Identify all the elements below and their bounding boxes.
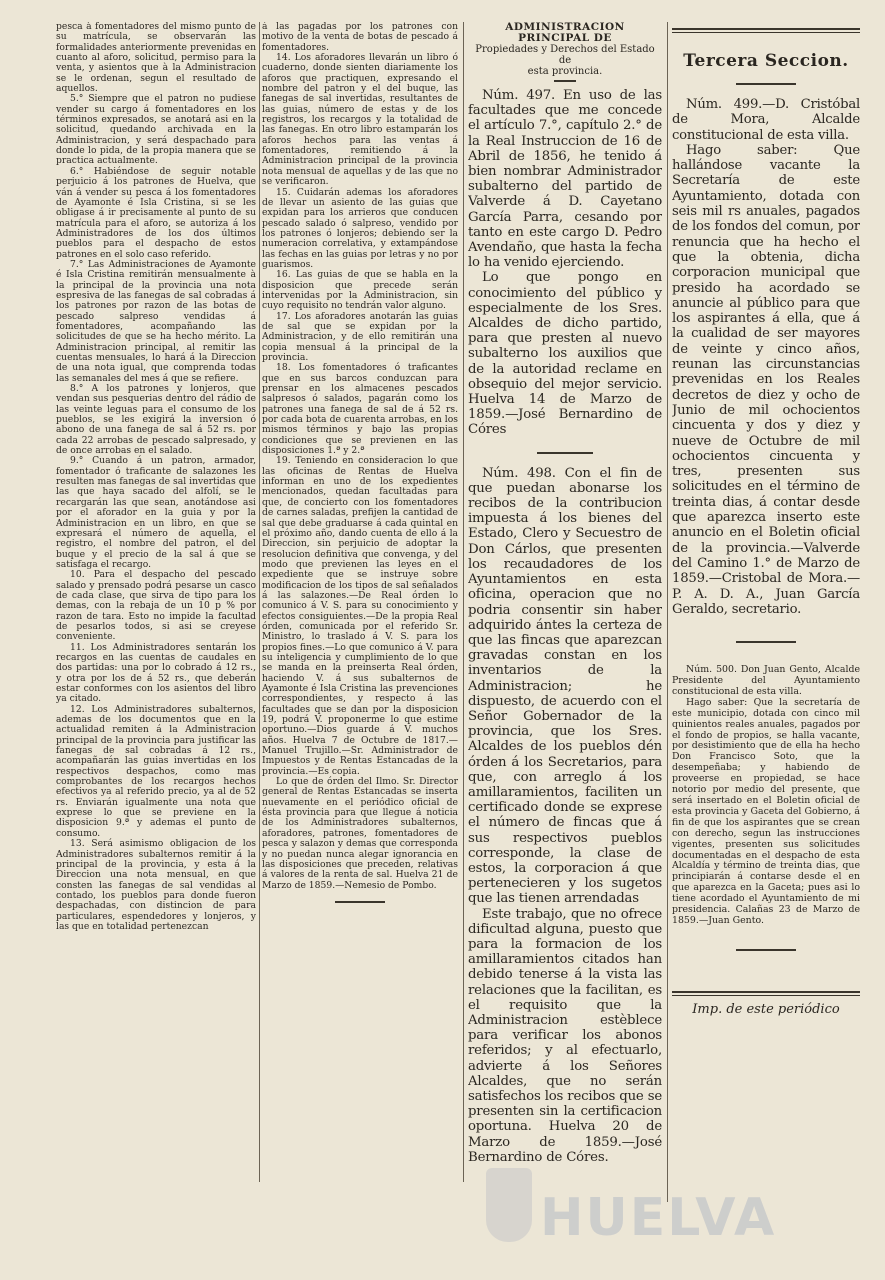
paragraph: Núm. 498. Con el fin de que puedan abonarse los recibos de la contribucion impuesta á los bienes del Estado, Clero y Secuestro de Don Cárlos, que presenten los recaudadores de los Ayuntamientos en esta oficina, operacion que no podria consentir sin haber adquirido ántes la certeza de que las fincas que aparezcan gravadas constan en los inventarios de la Administracion; he dispuesto, de acuerdo con el Señor Gobernador de la provincia, que los Sres. Alcaldes de los pueblos dén órden á los Secretarios, para que, con arreglo á los amillaramientos, faciliten un certificado donde se exprese el número de fincas que á sus respectivos pueblos corresponde, la clase de estos, la corporacion á que pertenecieren y los sugetos que las tienen arrendadas (468, 465, 662, 907)
notice-497 (468, 88, 662, 438)
printer-imprint: Imp. de este periódico (692, 1001, 840, 1017)
paragraph: á las pagadas por los patrones con motivo de la venta de botas de pescado á fomentadores. (262, 22, 458, 53)
column-4 (672, 22, 860, 1222)
paragraph: 17. Los aforadores anotarán las guias de sal que se expidan por la Administracion, y de ello remitirán una copia mensual á la principal de la provincia. (262, 310, 458, 363)
section-title: Tercera Seccion. (683, 51, 849, 71)
double-rule (672, 28, 860, 33)
paragraph: 19. Teniendo en consideracion lo que las oficinas de Rentas de Huelva informan en uno de los expedientes mencionados, quedan facultadas para que, de concierto con los fomentadores de carnes saladas, prefijen la cantidad de sal que debe graduarse á cada quintal en el próximo año, dando cuenta de ello á la Direccion, sin perjuicio de adoptar la resolucion definitiva que convenga, y del modo que previenen las leyes en el expediente que se instruye sobre modificacion de los tipos de sal señalados á las salazones.—De Real órden lo comunico á V. S. para su conocimiento y efectos consiguientes.—De la propia Real órden, comunicada por el referido Sr. Ministro, lo traslado á V. S. para los propios fines.—Lo que comunico á V. para su inteligencia y cumplimiento de lo que se manda en la preinserta Real órden, haciendo V. á sus subalternos de Ayamonte é Isla Cristina las prevenciones correspondientes, y respecto á las facultades que se dan por la disposicion 19, podrá V. proponerme lo que estime oportuno.—Dios guarde á V. muchos años. Huelva 7 de Octubre de 1817.—Manuel Trujillo.—Sr. Administrador de Impuestos y de Rentas Estancadas de la provincia.—Es copia. (262, 455, 458, 777)
paragraph: 14. Los aforadores llevarán un libro ó cuaderno, donde sienten diariamente los aforos que practiquen, expresando el nombre del patron y el del buque, las fanegas de sal invertidas, resultantes de las guias, número de estas y de los registros, los recargos y la totalidad de las fanegas. En otro libro estamparán los aforos hechos para las ventas á fomentadores, remitiendo á la Administracion principal de la provincia nota mensual de aquellas y de las que no se verificaron. (262, 52, 458, 188)
administration-header (468, 22, 662, 77)
separator-rule (736, 641, 796, 643)
paragraph: Núm. 497. En uso de las facultades que me concede el artículo 7.°, capítulo 2.° de la Real Instruccion de 16 de Abril de 1856, he tenido á bien nombrar Administrador subalterno del partido de Valverde á D. Cayetano García Parra, cesando por tanto en este cargo D. Pedro Avendaño, que hasta la fecha lo ha venido ejerciendo. (468, 88, 662, 271)
separator-rule (736, 83, 796, 85)
separator-rule (335, 901, 385, 903)
separator-rule (736, 949, 796, 951)
header-title: ADMINISTRACION PRINCIPAL DE (505, 22, 625, 44)
separator-rule (537, 452, 593, 454)
paragraph: 8.° A los patrones y lonjeros, que vendan sus pesquerias dentro del rádio de las veinte leguas para el consumo de los pueblos, se les exigirá la inversion ó abono de una fanega de sal á 52 rs. por cada 22 arrobas de pescado salpresado, y de once arrobas en el salado. (56, 383, 256, 457)
paragraph: 13. Será asimismo obligacion de los Administradores subalternos remitir á la principal de la provincia, y esta á la Direccion una nota mensual, en que consten las fanegas de sal vendidas al contado, los pueblos para donde fueron despachadas, con distincion de para particulares, espendedores y lonjeros, y las que en totalidad pertenezcan (56, 838, 256, 932)
paragraph: Núm. 499.—D. Cristóbal de Mora, Alcalde constitucional de esta villa. (672, 97, 860, 143)
column-1 (56, 22, 256, 1212)
paragraph: 11. Los Administradores sentarán los recargos en las cuentas de caudales en dos partidas: una por lo cobrado á 12 rs., y otra por los de á 52 rs., que deberán estar conformes con los asientos del libro ya citado. (56, 641, 256, 705)
paragraph: Núm. 500. Don Juan Gento, Alcalde Presidente del Ayuntamiento constitucional de esta villa. (672, 664, 860, 697)
column-rule (667, 22, 668, 1202)
column-rule (463, 22, 464, 1182)
paragraph: Hago saber: Que hallándose vacante la Secretaría de este Ayuntamiento, dotada con seis mil rs anuales, pagados de los fondos del comun, por renuncia que ha hecho el que la obtenia, dicha corporacion municipal que presido ha acordado se anuncie al público para que los aspirantes á ella, que á la cualidad de ser mayores de veinte y cinco años, reunan las circunstancias prevenidas en los Reales decretos de diez y ocho de Junio de mil ochocientos cincuenta y dos y diez y nueve de Octubre de mil ochocientos cincuenta y tres, presenten sus solicitudes en el término de treinta dias, á contar desde que aparezca inserto este anuncio en el Boletin oficial de la provincia.—Valverde del Camino 1.° de Marzo de 1859.—Cristobal de Mora.—P. A. D. A., Juan García Geraldo, secretario. (672, 142, 860, 617)
paragraph: 18. Los fomentadores ó traficantes que en sus barcos conduzcan para prensar en los almacenes pescados salpresos ó salados, pagarán como los patrones una fanega de sal de á 52 rs. por cada bota de cuarenta arrobas, en los mismos términos y bajo las propias condiciones que se previenen en las disposiciones 1.ª y 2.ª (262, 362, 458, 457)
paragraph: 5.° Siempre que el patron no pudiese vender su cargo á fomentadores en los términos expresados, se anotará asi en la solicitud, quedando archivada en la Administracion, y será despachado para donde lo pida, de la propia manera que se practica actualmente. (56, 93, 256, 167)
paragraph: Lo que pongo en conocimiento del público y especialmente de los Sres. Alcaldes de dicho partido, para que presten al nuevo subalterno los auxilios que de la autoridad reclame en obsequio del mejor servicio. Huelva 14 de Marzo de 1859.—José Bernardino de Córes (468, 270, 662, 438)
header-subtitle: Propiedades y Derechos del Estado de (475, 44, 655, 66)
paragraph: 16. Las guias de que se habla en la disposicion que precede serán intervenidas por la Administracion, sin cuyo requisito no tendrán valor alguno. (262, 269, 458, 312)
column-3 (468, 22, 662, 1212)
column-2 (262, 22, 458, 1212)
paragraph: 6.° Habiéndose de seguir notable perjuicio á los patrones de Huelva, que ván á vender su pesca á los fomentadores de Ayamonte é Isla Cristina, si se les obligase á ir precisamente al punto de su matrícula para el aforo, se autoriza á los Administradores de los dos últimos pueblos para el despacho de estos patrones en el solo caso referido. (56, 165, 256, 260)
watermark-text: HUELVA (540, 1188, 777, 1248)
notice-498 (468, 466, 662, 1165)
header-subtitle: esta provincia. (527, 66, 603, 77)
paragraph: Hago saber: Que la secretaría de este municipio, dotada con cinco mil quinientos reales anuales, pagados por el fondo de propios, se halla vacante, por desistimiento que de ella ha hecho Don Francisco Soto, que la desempeñaba; y habiendo de proveerse en propiedad, se hace notorio por medio del presente, que será insertado en el Boletin oficial de esta provincia y Gaceta del Gobierno, á fin de que los aspirantes que se crean con derecho, segun las instrucciones vigentes, presenten sus solicitudes documentadas en el despacho de esta Alcaldía y término de treinta dias, que principiarán á contarse desde el en que aparezca en la Gaceta; pues asi lo tiene acordado el Ayuntamiento de mi presidencia. Calañas 23 de Marzo de 1859.—Juan Gento. (672, 696, 860, 926)
paragraph: 15. Cuidarán ademas los aforadores de llevar un asiento de las guias que expidan para los arrieros que conducen pescado salado ó salpreso, vendido por los patrones ó lonjeros; debiendo ser la numeracion correlativa, y extampándose las fechas en las guias por letras y no por guarismos. (262, 186, 458, 270)
notice-500 (672, 665, 860, 927)
paragraph: pesca à fomentadores del mismo punto de su matrícula, se observarán las formalidades anteriormente prevenidas en cuanto al aforo, solicitud, permiso para la venta, y asientos que à la Administracion se le ordenan, segun el resultado de aquellos. (56, 22, 256, 95)
column-rule (259, 22, 260, 1182)
separator-rule (554, 80, 576, 82)
paragraph: 9.° Cuando á un patron, armador, fomentador ó traficante de salazones les resulten mas fanegas de sal invertidas que las que haya sacado del alfolí, se le recargarán las que sean, anotándose asi por el aforador en la guia y por la Administracion en un libro, en que se expresará el número de aquella, el registro, el nombre del patron, el del buque y el precio de la sal á que se satisfaga el recargo. (56, 455, 256, 570)
double-rule (672, 991, 860, 996)
paragraph: Lo que de órden del Ilmo. Sr. Director general de Rentas Estancadas se inserta nuevamente en el periódico oficial de ésta provincia para que llegue á noticia de los Administradores subalternos, aforadores, patrones, fomentadores de pesca y salazon y demas que corresponda y no puedan nunca alegar ignorancia en las disposiciones que preceden, relativas á valores de la renta de sal. Huelva 21 de Marzo de 1859.—Nemesio de Pombo. (262, 776, 458, 891)
paragraph: 12. Los Administradores subalternos, ademas de los documentos que en la actualidad remiten á la Administracion principal de la provincia para justificar las fanegas de sal cobradas á 12 rs., acompañarán las guias invertidas en los respectivos despachos, como mas comprobantes de los recargos hechos efectivos ya al referido precio, ya al de 52 rs. Enviarán igualmente una nota que exprese lo que se previene en la disposicion 9.ª y ademas el punto de consumo. (56, 703, 256, 839)
paragraph: 7.° Las Administraciones de Ayamonte é Isla Cristina remitirán mensualmente à la principal de la provincia una nota espresiva de las fanegas de sal cobradas á los patrones por razon de las botas de pescado salpreso vendidas á fomentadores, acompañando las solicitudes de que se ha hecho mérito. La Administracion principal, al remitir las cuentas mensuales, lo hará á la Direccion de una nota igual, que comprenda todas las semanales del mes á que se refiere. (56, 258, 256, 384)
paragraph: 10. Para el despacho del pescado salado y prensado podrá pesarse un casco de cada clase, que sirva de tipo para los demas, con la rebaja de un 10 p % por razon de tara. Esto no impide la facultad de pesarlos todos, si asi se creyese conveniente. (56, 569, 256, 643)
paragraph: Este trabajo, que no ofrece dificultad alguna, puesto que para la formacion de los amillaramientos citados han debido tenerse á la vista las relaciones que la facilitan, es el requisito que la Administracion estèblece para verificar los abonos referidos; y al efectuarlo, advierte á los Señores Alcaldes, que no serán satisfechos los recibos que se presenten sin la certificacion oportuna. Huelva 20 de Marzo de 1859.—José Bernardino de Córes. (468, 906, 662, 1165)
notice-499 (672, 97, 860, 617)
watermark-shield-icon (486, 1168, 532, 1242)
